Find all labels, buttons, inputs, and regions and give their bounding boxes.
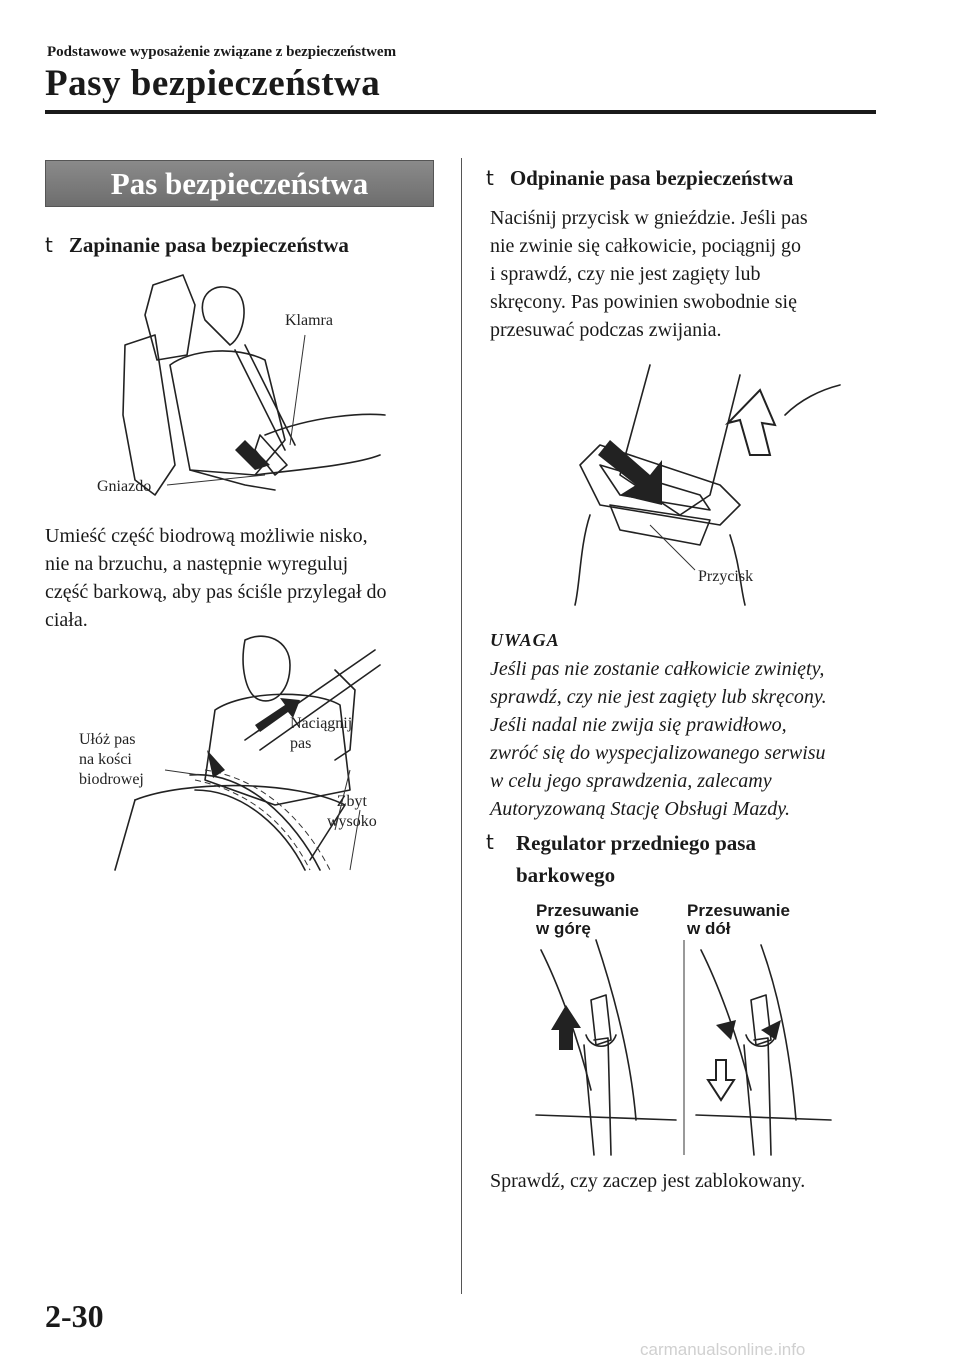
page-number: 2-30 bbox=[45, 1298, 104, 1334]
release-button-illustration bbox=[540, 345, 840, 605]
fasten-paragraph: Umieść część biodrową możliwie nisko, nie na brzuchu, a następnie wyreguluj część barkową, aby pas ściśle przylegał do ciała. bbox=[45, 525, 387, 631]
too-high-label: Zbyt wysoko bbox=[327, 793, 377, 830]
unfasten-heading bbox=[486, 162, 793, 194]
title-rule bbox=[45, 110, 876, 114]
note-body: Jeśli pas nie zostanie całkowicie zwinięty, sprawdź, czy nie jest zagięty lub skręcony. Jeśli nadal nie zwija się prawidłowo, zwróć się do wyspecjalizowanego serwisu w celu jego sprawdzenia, zalecamy Autoryzowaną Stację Obsługi Mazdy. bbox=[490, 658, 827, 820]
unfasten-heading-text: Odpinanie pasa bezpieczeństwa bbox=[509, 166, 794, 190]
adjuster-heading bbox=[486, 827, 756, 891]
buckle-illustration bbox=[95, 265, 395, 510]
move-down-label: Przesuwanie w dół bbox=[687, 901, 790, 938]
section-banner: Pas bezpieczeństwa bbox=[45, 160, 434, 207]
hip-bone-label: Ułóż pas na kości biodrowej bbox=[79, 731, 144, 788]
shoulder-adjuster-illustration bbox=[536, 940, 836, 1155]
bullet-icon: t bbox=[45, 233, 53, 257]
button-label: Przycisk bbox=[698, 568, 754, 585]
pull-belt-label: Naciągnij pas bbox=[290, 715, 353, 752]
socket-label: Gniazdo bbox=[97, 478, 152, 495]
buckle-label: Klamra bbox=[285, 312, 333, 329]
adjuster-paragraph: Sprawdź, czy zaczep jest zablokowany. bbox=[490, 1170, 806, 1192]
page-title: Pasy bezpieczeństwa bbox=[45, 63, 381, 104]
adjuster-heading-text: Regulator przedniego pasa barkowego bbox=[516, 831, 756, 887]
fasten-heading bbox=[45, 229, 349, 261]
note-title: UWAGA bbox=[490, 630, 560, 650]
bullet-icon: t bbox=[486, 166, 494, 190]
breadcrumb: Podstawowe wyposażenie związane z bezpieczeństwem bbox=[47, 44, 397, 60]
fasten-heading-text: Zapinanie pasa bezpieczeństwa bbox=[68, 233, 349, 257]
move-up-label: Przesuwanie w górę bbox=[536, 901, 639, 938]
watermark: carmanualsonline.info bbox=[640, 1340, 806, 1359]
bullet-icon: t bbox=[486, 830, 494, 854]
unfasten-paragraph: Naciśnij przycisk w gnieździe. Jeśli pas nie zwinie się całkowicie, pociągnij go i sprawdź, czy nie jest zagięty lub skręcony. Pas powinien swobodnie się przesuwać podczas zwijania. bbox=[490, 207, 808, 341]
column-divider bbox=[461, 158, 462, 1294]
